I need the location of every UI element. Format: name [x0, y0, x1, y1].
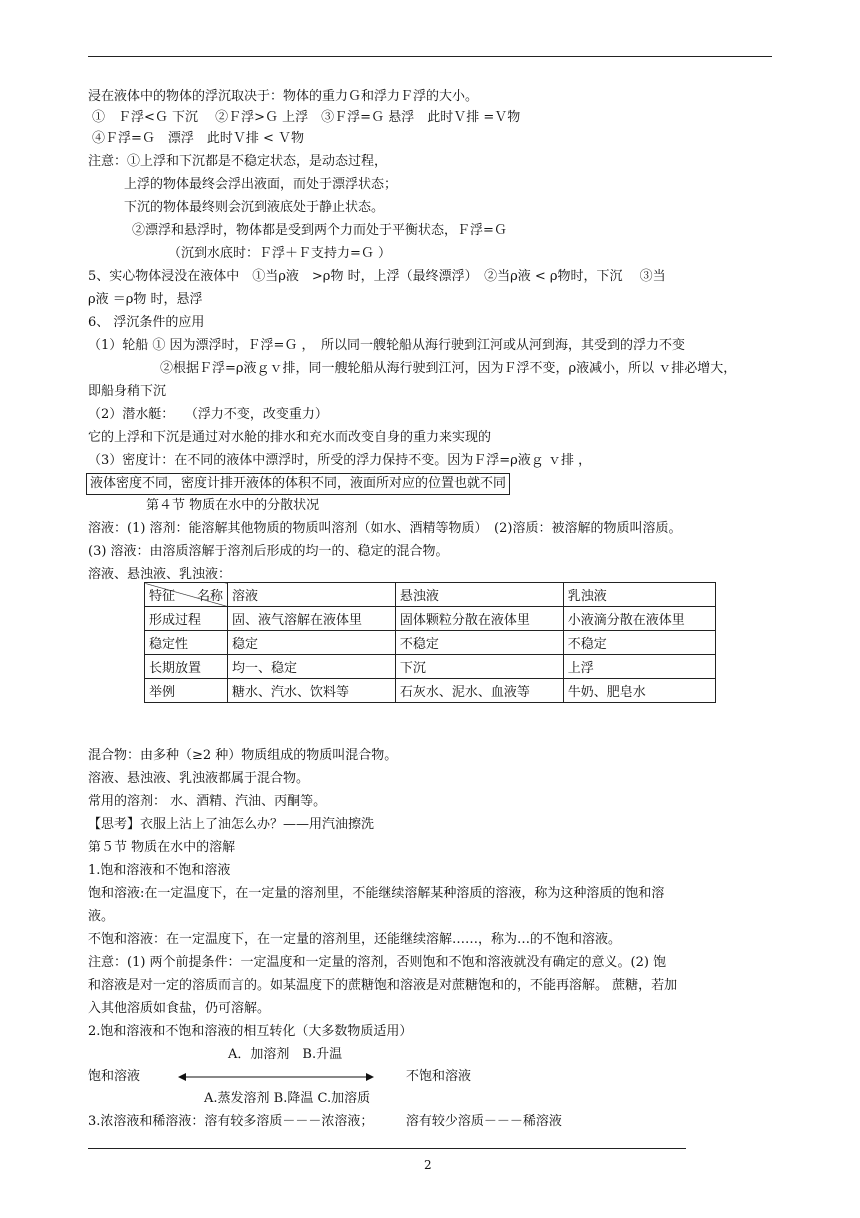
comparison-table [144, 582, 716, 703]
row-label: 长期放置 [145, 655, 228, 679]
section5-line-2: ρ液 ＝ρ物 时，悬浮 [88, 292, 203, 307]
row-label: 形成过程 [145, 607, 228, 631]
table-row [145, 679, 716, 703]
page-number: 2 [424, 1158, 432, 1172]
section5-line-1: 5、实心物体浸没在液体中 ①当ρ液 >ρ物 时，上浮（最终漂浮） ②当ρ液 < ρ物时，下沉 ③当 [88, 269, 666, 284]
condition-line-1: ① Ｆ浮<Ｇ 下沉 ②Ｆ浮>Ｇ 上浮 ③Ｆ浮=Ｇ 悬浮 此时Ｖ排 =Ｖ物 [92, 110, 521, 125]
mixture-line-3: 常用的溶剂： 水、酒精、汽油、丙酮等。 [88, 794, 327, 809]
table-row [145, 655, 716, 679]
solvent-line-1: 溶液：(1) 溶剂：能溶解其他物质的物质叫溶剂（如水、酒精等物质） (2)溶质：被溶解的物质叫溶质。 [88, 521, 682, 536]
table-cell: 小液滴分散在液体里 [563, 607, 715, 631]
conversion-heading: 2.饱和溶液和不饱和溶液的相互转化（大多数物质适用） [88, 1024, 413, 1039]
conversion-top-label: A．加溶剂 B.升温 [228, 1047, 343, 1062]
header-rule [88, 56, 772, 57]
table-cell: 不稳定 [563, 631, 715, 655]
section6-title: 6、 浮沉条件的应用 [88, 315, 205, 330]
header-suspension: 悬浊液 [395, 583, 563, 607]
saturated-def-1: 饱和溶液:在一定温度下，在一定量的溶剂里，不能继续溶解某种溶质的溶液，称为这种溶质的饱和溶 [88, 886, 665, 901]
saturated-heading: 1.饱和溶液和不饱和溶液 [88, 863, 231, 878]
table-cell: 固体颗粒分散在液体里 [395, 607, 563, 631]
note-line-5: （沉到水底时：Ｆ浮＋Ｆ支持力=Ｇ ） [168, 246, 392, 261]
table-cell: 下沉 [395, 655, 563, 679]
table-row [145, 631, 716, 655]
saturated-note-3: 入其他溶质如食盐，仍可溶解。 [88, 1001, 271, 1016]
mixture-line-2: 溶液、悬浊液、乳浊液都属于混合物。 [88, 771, 310, 786]
hydrometer-boxed-line: 液体密度不同，密度计排开液体的体积不同，液面所对应的位置也就不同 [86, 473, 510, 495]
submarine-line-2: 它的上浮和下沉是通过对水舱的排水和充水而改变自身的重力来实现的 [88, 430, 492, 445]
ship-line-3: 即船身稍下沉 [88, 384, 167, 399]
table-cell: 牛奶、肥皂水 [563, 679, 715, 703]
table-caption: 溶液、悬浊液、乳浊液： [88, 567, 232, 582]
table-cell: 糖水、汽水、饮料等 [228, 679, 396, 703]
note-line-4: ②漂浮和悬浮时，物体都是受到两个力而处于平衡状态，Ｆ浮=Ｇ [132, 223, 507, 238]
double-arrow-icon [178, 1072, 374, 1082]
ship-line-2: ②根据Ｆ浮=ρ液ｇｖ排，同一艘轮船从海行驶到江河，因为Ｆ浮不变，ρ液减小，所以 ｖ排必增大， [160, 361, 737, 376]
think-line: 【思考】衣服上沾上了油怎么办？——用汽油擦洗 [88, 817, 375, 832]
intro-line: 浸在液体中的物体的浮沉取决于：物体的重力Ｇ和浮力Ｆ浮的大小。 [88, 89, 479, 104]
hydrometer-line-1: （3）密度计：在不同的液体中漂浮时，所受的浮力保持不变。因为Ｆ浮=ρ液ｇ ｖ排 ， [88, 453, 592, 468]
saturated-note-1: 注意：(1) 两个前提条件：一定温度和一定量的溶剂，否则饱和不饱和溶液就没有确定的意义。(2) 饱 [88, 955, 667, 970]
section4-title: 第４节 物质在水中的分散状况 [146, 498, 320, 513]
table-header-row [145, 583, 716, 607]
note-line-1: 注意：①上浮和下沉都是不稳定状态，是动态过程， [88, 154, 388, 169]
corner-label-name: 名称 [196, 589, 223, 604]
solvent-line-2: (3) 溶液：由溶质溶解于溶剂后形成的均一的、稳定的混合物。 [88, 544, 449, 559]
header-emulsion: 乳浊液 [563, 583, 715, 607]
unsaturated-def: 不饱和溶液：在一定温度下，在一定量的溶剂里，还能继续溶解……，称为…的不饱和溶液。 [88, 932, 622, 947]
conversion-left-label: 饱和溶液 [88, 1069, 141, 1084]
submarine-line-1: （2）潜水艇： （浮力不变，改变重力） [88, 407, 328, 422]
row-label: 举例 [145, 679, 228, 703]
corner-label-feature: 特征 [149, 589, 176, 604]
table-cell: 不稳定 [395, 631, 563, 655]
footer-rule [88, 1148, 686, 1149]
saturated-def-2: 液。 [88, 909, 115, 924]
condition-line-2: ④Ｆ浮=Ｇ 漂浮 此时Ｖ排 < Ｖ物 [92, 131, 305, 146]
table-row [145, 607, 716, 631]
mixture-line-1: 混合物：由多种（≥2 种）物质组成的物质叫混合物。 [88, 748, 398, 763]
table-cell: 石灰水、泥水、血液等 [395, 679, 563, 703]
table-cell: 均一、稳定 [228, 655, 396, 679]
table-corner-cell [145, 583, 228, 607]
conversion-bottom-label: A.蒸发溶剂 B.降温 C.加溶质 [204, 1091, 371, 1106]
section5-title: 第５节 物质在水中的溶解 [88, 840, 236, 855]
conversion-right-label: 不饱和溶液 [406, 1069, 472, 1084]
saturated-note-2: 和溶液是对一定的溶质而言的。如某温度下的蔗糖饱和溶液是对蔗糖饱和的，不能再溶解。 蔗糖，若加 [88, 978, 678, 993]
table-cell: 上浮 [563, 655, 715, 679]
table-cell: 稳定 [228, 631, 396, 655]
note-line-3: 下沉的物体最终则会沉到液底处于静止状态。 [124, 200, 385, 215]
table-cell: 固、液气溶解在液体里 [228, 607, 396, 631]
ship-line-1: （1）轮船 ① 因为漂浮时，Ｆ浮=Ｇ ， 所以同一艘轮船从海行驶到江河或从河到海，其受到的浮力不变 [88, 338, 686, 353]
note-line-2: 上浮的物体最终会浮出液面，而处于漂浮状态； [124, 177, 398, 192]
row-label: 稳定性 [145, 631, 228, 655]
concentrated-dilute-line: 3.浓溶液和稀溶液：溶有较多溶质－－－浓溶液； 溶有较少溶质－－－稀溶液 [88, 1114, 562, 1129]
header-solution: 溶液 [228, 583, 396, 607]
